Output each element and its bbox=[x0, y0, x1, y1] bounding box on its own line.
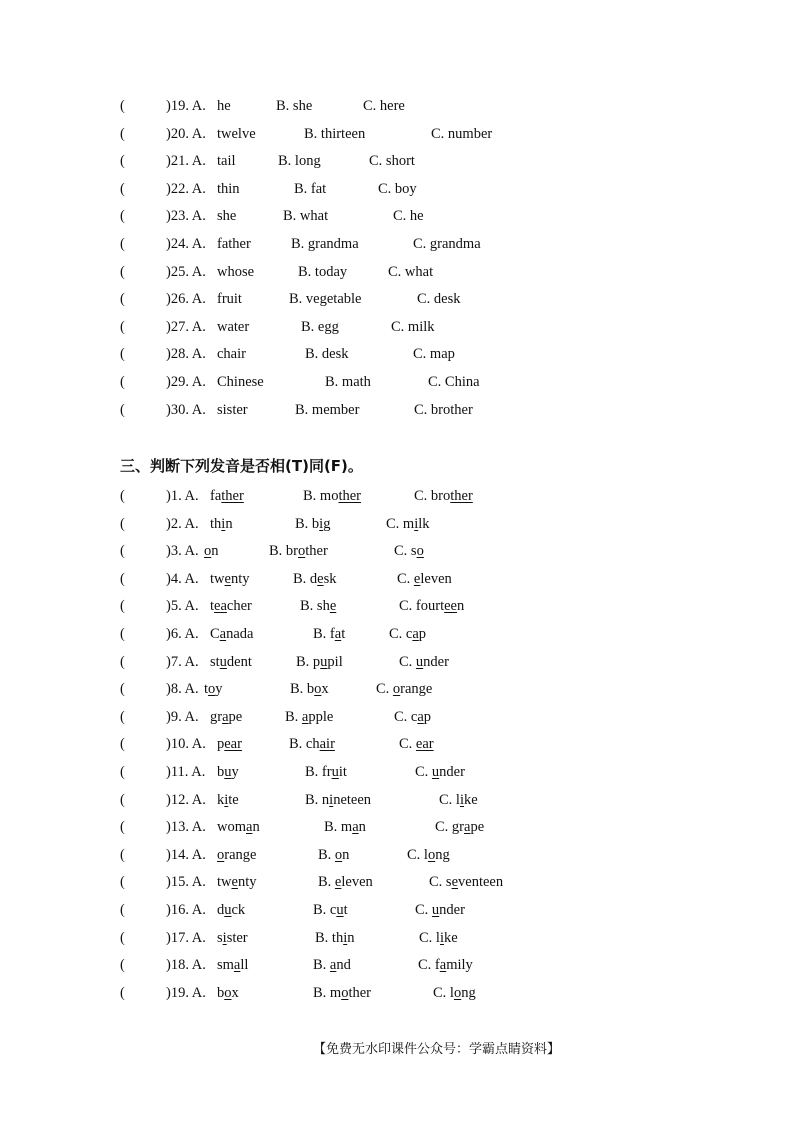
option-c: C. brother bbox=[414, 401, 473, 418]
underlined-letters: air bbox=[319, 736, 335, 753]
option-b: B. box bbox=[290, 681, 329, 698]
answer-blank: ( bbox=[120, 125, 125, 142]
underlined-letters: o bbox=[204, 543, 212, 560]
underlined-letters: ther bbox=[450, 488, 473, 504]
question-row bbox=[0, 96, 793, 116]
option-a: grape bbox=[210, 708, 243, 725]
underlined-letters: u bbox=[415, 653, 424, 670]
option-a: chair bbox=[217, 346, 246, 363]
question-row bbox=[0, 845, 793, 865]
question-number: )14. A. bbox=[166, 846, 206, 863]
question-number: )24. A. bbox=[166, 236, 206, 252]
option-a: kite bbox=[217, 791, 239, 808]
underlined-letters: i bbox=[222, 929, 227, 946]
answer-blank: ( bbox=[120, 708, 125, 725]
option-c: C. boy bbox=[378, 180, 417, 197]
option-c: C. grandma bbox=[413, 236, 481, 252]
answer-blank: ( bbox=[120, 902, 125, 918]
underlined-letters: i bbox=[319, 515, 324, 532]
option-c: C. map bbox=[413, 346, 455, 363]
answer-blank: ( bbox=[120, 263, 125, 280]
option-a: sister bbox=[217, 401, 248, 418]
option-b: B. on bbox=[318, 846, 350, 863]
underlined-letters: e bbox=[451, 874, 459, 891]
underlined-letters: o bbox=[334, 846, 343, 863]
option-a: duck bbox=[217, 902, 246, 918]
answer-blank: ( bbox=[120, 874, 125, 891]
underlined-letters: a bbox=[329, 957, 337, 974]
underlined-letters: a bbox=[233, 957, 241, 974]
option-a: box bbox=[217, 984, 239, 1001]
option-c: C. family bbox=[418, 957, 473, 974]
underlined-letters: e bbox=[329, 598, 337, 615]
answer-blank: ( bbox=[120, 736, 125, 753]
option-b: B. apple bbox=[285, 708, 334, 725]
option-a: thin bbox=[217, 180, 240, 197]
option-a: water bbox=[217, 318, 250, 335]
underlined-letters: u bbox=[336, 902, 344, 918]
question-row bbox=[0, 817, 793, 837]
underlined-letters: ther bbox=[338, 488, 361, 504]
question-number: )23. A. bbox=[166, 208, 206, 225]
option-a: small bbox=[217, 957, 249, 974]
underlined-letters: i bbox=[414, 515, 419, 532]
question-number: )1. A. bbox=[166, 488, 199, 504]
question-row bbox=[0, 872, 793, 892]
question-number: )27. A. bbox=[166, 318, 206, 335]
question-row bbox=[0, 317, 793, 337]
question-row bbox=[0, 790, 793, 810]
underlined-letters: u bbox=[431, 764, 440, 780]
underlined-letters: a bbox=[464, 819, 471, 836]
option-c: C. cap bbox=[394, 708, 432, 725]
underlined-letters: o bbox=[416, 543, 424, 560]
option-b: B. grandma bbox=[291, 236, 359, 252]
option-a: sister bbox=[217, 929, 248, 946]
question-row bbox=[0, 234, 793, 254]
answer-blank: ( bbox=[120, 153, 125, 170]
underlined-letters: a bbox=[219, 626, 227, 642]
question-number: )9. A. bbox=[166, 708, 199, 725]
option-b: B. man bbox=[324, 819, 366, 836]
question-number: )19. A. bbox=[166, 98, 206, 114]
underlined-letters: e bbox=[317, 570, 324, 587]
option-a: orange bbox=[217, 846, 257, 863]
answer-blank: ( bbox=[120, 318, 125, 335]
question-row bbox=[0, 955, 793, 975]
underlined-letters: u bbox=[431, 902, 440, 918]
underlined-letters: a bbox=[352, 819, 359, 836]
answer-blank: ( bbox=[120, 208, 125, 225]
question-number: )22. A. bbox=[166, 180, 206, 197]
option-c: C. fourteen bbox=[399, 598, 465, 615]
option-b: B. vegetable bbox=[289, 291, 362, 308]
underlined-letters: u bbox=[331, 764, 339, 780]
option-c: C. desk bbox=[417, 291, 461, 308]
option-b: B. thirteen bbox=[304, 125, 366, 142]
question-number: )15. A. bbox=[166, 874, 206, 891]
option-c: C. brother bbox=[414, 488, 473, 504]
underlined-letters: a bbox=[222, 708, 229, 725]
option-b: B. desk bbox=[293, 570, 337, 587]
underlined-letters: o bbox=[217, 846, 225, 863]
option-c: C. he bbox=[393, 208, 424, 225]
underlined-letters: i bbox=[221, 515, 226, 532]
underlined-letters: e bbox=[334, 874, 342, 891]
option-b: B. member bbox=[295, 401, 360, 418]
underlined-letters: a bbox=[334, 626, 342, 642]
option-a: on bbox=[204, 543, 219, 560]
option-a: he bbox=[217, 98, 231, 114]
underlined-letters: a bbox=[412, 626, 419, 642]
answer-blank: ( bbox=[120, 819, 125, 836]
question-number: )18. A. bbox=[166, 957, 206, 974]
underlined-letters: i bbox=[459, 791, 464, 808]
question-number: )10. A. bbox=[166, 736, 206, 753]
question-number: )28. A. bbox=[166, 346, 206, 363]
question-row bbox=[0, 151, 793, 171]
question-number: )30. A. bbox=[166, 401, 206, 418]
option-a: fruit bbox=[217, 291, 242, 308]
question-row bbox=[0, 289, 793, 309]
question-row bbox=[0, 514, 793, 534]
underlined-letters: u bbox=[224, 902, 232, 918]
option-a: Chinese bbox=[217, 374, 264, 390]
underlined-letters: ear bbox=[224, 736, 242, 753]
underlined-letters: a bbox=[301, 708, 309, 725]
answer-blank: ( bbox=[120, 984, 125, 1001]
footer-note: 【免费无水印课件公众号：学霸点睛资料】 bbox=[312, 1042, 560, 1057]
option-a: she bbox=[217, 208, 237, 225]
option-b: B. thin bbox=[315, 929, 355, 946]
option-a: father bbox=[217, 236, 251, 252]
option-b: B. she bbox=[300, 598, 337, 615]
answer-blank: ( bbox=[120, 346, 125, 363]
option-b: B. mother bbox=[303, 488, 361, 504]
question-row bbox=[0, 928, 793, 948]
question-row bbox=[0, 124, 793, 144]
underlined-letters: e bbox=[231, 874, 238, 891]
answer-blank: ( bbox=[120, 488, 125, 504]
underlined-letters: u bbox=[320, 653, 328, 670]
answer-blank: ( bbox=[120, 543, 125, 560]
option-b: B. long bbox=[278, 153, 321, 170]
underlined-letters: a bbox=[246, 819, 253, 836]
question-number: )7. A. bbox=[166, 653, 199, 670]
question-row bbox=[0, 262, 793, 282]
option-c: C. orange bbox=[376, 681, 433, 698]
option-c: C. like bbox=[419, 929, 458, 946]
option-b: B. brother bbox=[269, 543, 328, 560]
answer-blank: ( bbox=[120, 570, 125, 587]
underlined-letters: o bbox=[427, 846, 436, 863]
option-b: B. egg bbox=[301, 318, 339, 335]
question-number: )6. A. bbox=[166, 626, 199, 642]
underlined-letters: e bbox=[224, 570, 231, 587]
option-c: C. long bbox=[433, 984, 476, 1001]
underlined-letters: a bbox=[439, 957, 447, 974]
answer-blank: ( bbox=[120, 180, 125, 197]
question-row bbox=[0, 344, 793, 364]
question-number: )19. A. bbox=[166, 984, 206, 1001]
underlined-letters: o bbox=[314, 681, 322, 698]
question-row bbox=[0, 372, 793, 392]
option-a: tail bbox=[217, 153, 236, 170]
underlined-letters: i bbox=[224, 791, 229, 808]
question-number: )11. A. bbox=[166, 764, 206, 780]
option-a: woman bbox=[217, 819, 260, 836]
question-row bbox=[0, 541, 793, 561]
answer-blank: ( bbox=[120, 291, 125, 308]
question-row bbox=[0, 179, 793, 199]
option-b: B. cut bbox=[313, 902, 348, 918]
question-row bbox=[0, 762, 793, 782]
section-3-heading: 三、判断下列发音是否相(T)同(F)。 bbox=[120, 457, 363, 475]
option-b: B. big bbox=[295, 515, 331, 532]
option-c: C. milk bbox=[386, 515, 430, 532]
answer-blank: ( bbox=[120, 626, 125, 642]
option-a: pear bbox=[217, 736, 242, 753]
underlined-letters: u bbox=[219, 653, 227, 670]
question-number: )17. A. bbox=[166, 929, 206, 946]
question-number: )5. A. bbox=[166, 598, 199, 615]
option-b: B. she bbox=[276, 98, 313, 114]
option-a: buy bbox=[217, 764, 239, 780]
option-c: C. eleven bbox=[397, 570, 452, 587]
option-b: B. chair bbox=[289, 736, 335, 753]
underlined-letters: o bbox=[298, 543, 306, 560]
question-number: )26. A. bbox=[166, 291, 206, 308]
option-a: Canada bbox=[210, 626, 254, 642]
option-a: twenty bbox=[217, 874, 257, 891]
question-number: )8. A. bbox=[166, 681, 199, 698]
option-b: B. today bbox=[298, 263, 348, 280]
option-a: twelve bbox=[217, 125, 256, 142]
underlined-letters: o bbox=[208, 681, 216, 698]
answer-blank: ( bbox=[120, 515, 125, 532]
option-c: C. China bbox=[428, 374, 480, 390]
answer-blank: ( bbox=[120, 846, 125, 863]
option-a: father bbox=[210, 488, 244, 504]
question-number: )16. A. bbox=[166, 902, 206, 918]
option-c: C. under bbox=[415, 764, 465, 780]
option-c: C. grape bbox=[435, 819, 485, 836]
option-b: B. fat bbox=[294, 180, 327, 197]
underlined-letters: o bbox=[453, 984, 462, 1001]
question-number: )2. A. bbox=[166, 515, 199, 532]
option-c: C. short bbox=[369, 153, 415, 170]
option-c: C. so bbox=[394, 543, 424, 560]
option-a: twenty bbox=[210, 570, 250, 587]
underlined-letters: ee bbox=[444, 598, 457, 615]
option-c: C. like bbox=[439, 791, 478, 808]
option-c: C. number bbox=[431, 125, 493, 142]
question-row bbox=[0, 400, 793, 420]
option-b: B. eleven bbox=[318, 874, 373, 891]
underlined-letters: e bbox=[413, 570, 421, 587]
underlined-letters: o bbox=[392, 681, 401, 698]
answer-blank: ( bbox=[120, 681, 125, 698]
answer-blank: ( bbox=[120, 598, 125, 615]
option-a: thin bbox=[210, 515, 233, 532]
option-b: B. fruit bbox=[305, 764, 347, 780]
question-number: )21. A. bbox=[166, 153, 206, 170]
underlined-letters: ther bbox=[221, 488, 244, 504]
option-b: B. pupil bbox=[296, 653, 343, 670]
option-c: C. under bbox=[415, 902, 465, 918]
option-c: C. seventeen bbox=[429, 874, 504, 891]
question-row bbox=[0, 734, 793, 754]
option-c: C. here bbox=[363, 98, 405, 114]
option-c: C. milk bbox=[391, 318, 435, 335]
option-a: student bbox=[210, 653, 252, 670]
option-b: B. math bbox=[325, 374, 371, 390]
underlined-letters: i bbox=[439, 929, 444, 946]
answer-blank: ( bbox=[120, 374, 125, 390]
option-c: C. what bbox=[388, 263, 434, 280]
question-row bbox=[0, 900, 793, 920]
option-b: B. desk bbox=[305, 346, 349, 363]
question-number: )13. A. bbox=[166, 819, 206, 836]
question-number: )4. A. bbox=[166, 570, 199, 587]
question-row bbox=[0, 569, 793, 589]
underlined-letters: i bbox=[343, 929, 348, 946]
option-b: B. fat bbox=[313, 626, 346, 642]
question-number: )3. A. bbox=[166, 543, 199, 560]
question-row bbox=[0, 206, 793, 226]
question-number: )29. A. bbox=[166, 374, 206, 390]
option-b: B. mother bbox=[313, 984, 371, 1001]
option-b: B. what bbox=[283, 208, 329, 225]
underlined-letters: ear bbox=[415, 736, 434, 753]
answer-blank: ( bbox=[120, 653, 125, 670]
answer-blank: ( bbox=[120, 929, 125, 946]
option-c: C. cap bbox=[389, 626, 427, 642]
answer-blank: ( bbox=[120, 957, 125, 974]
option-a: toy bbox=[204, 681, 223, 698]
answer-blank: ( bbox=[120, 401, 125, 418]
underlined-letters: i bbox=[329, 791, 334, 808]
underlined-letters: u bbox=[224, 764, 232, 780]
option-c: C. ear bbox=[399, 736, 434, 753]
question-number: )12. A. bbox=[166, 791, 206, 808]
question-number: )25. A. bbox=[166, 263, 206, 280]
answer-blank: ( bbox=[120, 236, 125, 252]
question-row bbox=[0, 596, 793, 616]
option-a: whose bbox=[217, 263, 255, 280]
answer-blank: ( bbox=[120, 791, 125, 808]
option-c: C. under bbox=[399, 653, 449, 670]
underlined-letters: o bbox=[224, 984, 232, 1001]
question-row bbox=[0, 983, 793, 1003]
answer-blank: ( bbox=[120, 98, 125, 114]
option-b: B. nineteen bbox=[305, 791, 372, 808]
underlined-letters: ea bbox=[214, 598, 227, 615]
option-a: teacher bbox=[210, 598, 252, 615]
question-number: )20. A. bbox=[166, 125, 206, 142]
option-b: B. and bbox=[313, 957, 351, 974]
question-row bbox=[0, 679, 793, 699]
question-row bbox=[0, 624, 793, 644]
question-row bbox=[0, 707, 793, 727]
answer-blank: ( bbox=[120, 764, 125, 780]
question-row bbox=[0, 652, 793, 672]
underlined-letters: a bbox=[417, 708, 424, 725]
question-row bbox=[0, 486, 793, 506]
option-c: C. long bbox=[407, 846, 450, 863]
underlined-letters: o bbox=[341, 984, 349, 1001]
